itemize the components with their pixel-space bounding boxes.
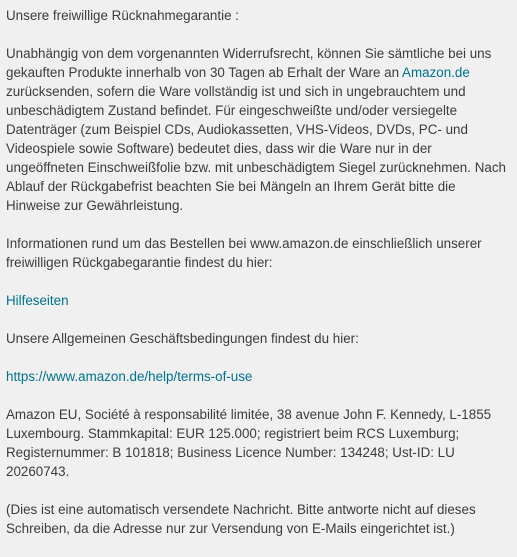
guarantee-heading: Unsere freiwillige Rücknahmegarantie : [6, 8, 239, 23]
terms-intro: Unsere Allgemeinen Geschäftsbedingungen findest du hier: [6, 331, 359, 346]
terms-of-use-link[interactable]: https://www.amazon.de/help/terms-of-use [6, 369, 253, 384]
auto-notice: (Dies ist eine automatisch versendete Nachricht. Bitte antworte nicht auf dieses Schreiben, da die Adresse nur zur Versendung von E-Mails eingerichtet ist.) [6, 502, 476, 536]
help-paragraph [6, 291, 506, 310]
email-body [6, 6, 506, 557]
info-paragraph: Informationen rund um das Bestellen bei www.amazon.de einschließlich unserer freiwilligen Rückgabegarantie findest du hier: [6, 236, 482, 270]
guarantee-text-end: zurücksenden, sofern die Ware vollständig ist und sich in ungebrauchtem und unbeschädigtem Zustand befindet. Für eingeschweißte und/oder versiegelte Datenträger (zum Beispiel CDs, Audiokassetten, VHS-Videos, DVDs, PC- und Videospiele sowie Software) bedeutet dies, dass wir die Ware nur in der ungeöffneten Einschweißfolie bzw. mit unbeschädigtem Siegel zurücknehmen. Nach Ablauf der Rückgabefrist beachten Sie bei Mängeln an Ihrem Gerät bitte die Hinweise zur Gewährleistung. [6, 84, 506, 213]
company-info: Amazon EU, Société à responsabilité limitée, 38 avenue John F. Kennedy, L-1855 Luxembourg. Stammkapital: EUR 125.000; registriert beim RCS Luxemburg; Registernummer: B 101818; Business Licence Number: 134248; Ust-ID: LU 20260743. [6, 407, 492, 479]
guarantee-paragraph [6, 44, 506, 215]
guarantee-text-start: Unabhängig von dem vorgenannten Widerrufsrecht, können Sie sämtliche bei uns gekauften Produkte innerhalb von 30 Tagen ab Erhalt der Ware an [6, 46, 492, 80]
help-pages-link[interactable]: Hilfeseiten [6, 293, 69, 308]
terms-paragraph [6, 367, 506, 386]
amazon-link[interactable]: Amazon.de [402, 65, 470, 80]
